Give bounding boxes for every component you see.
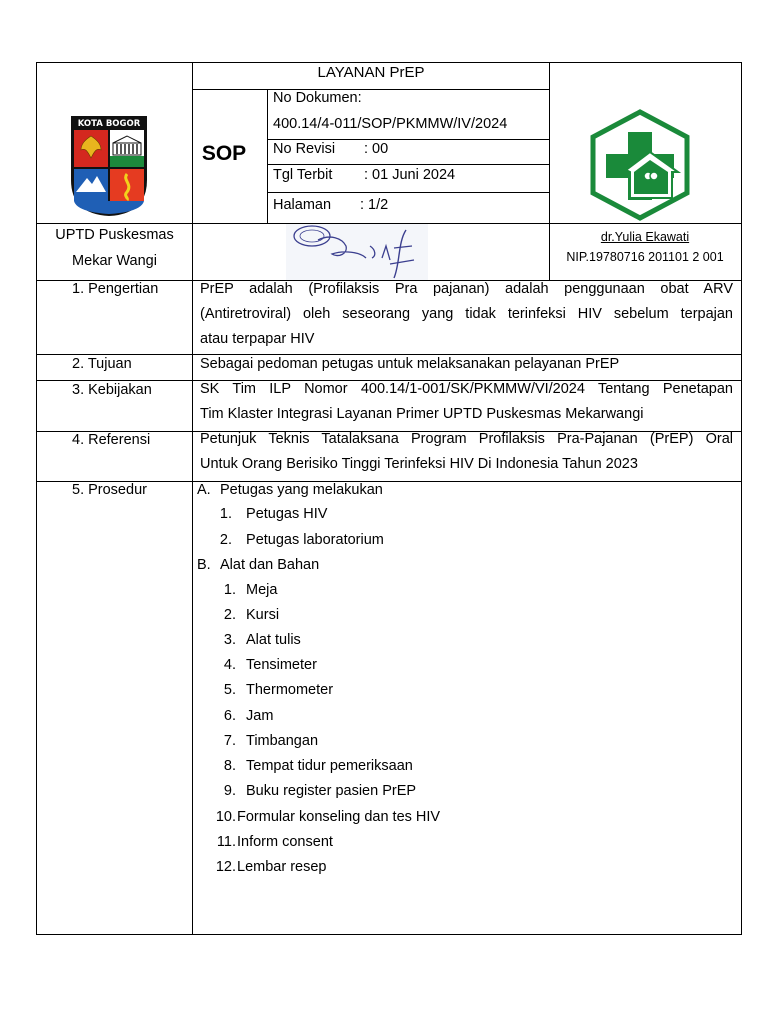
list-number: 3. <box>223 632 236 648</box>
signer-nip: NIP.19780716 201101 2 001 <box>566 250 724 264</box>
list-number: 2. <box>219 532 232 548</box>
unit-name-line1: UPTD Puskesmas <box>55 227 174 243</box>
list-text: Formular konseling dan tes HIV <box>237 809 441 825</box>
detail-row-border <box>267 139 550 140</box>
list-item <box>212 528 384 553</box>
list-text: Alat tulis <box>246 632 301 648</box>
revision-label: No Revisi <box>273 141 336 157</box>
section-label-pengertian: 1. Pengertian <box>72 281 159 297</box>
issue-date-value: : 01 Juni 2024 <box>364 167 456 183</box>
text-line: (Antiretroviral) oleh seseorang yang tidak terinfeksi HIV sebelum terpajan <box>200 306 733 322</box>
text-line: PrEP adalah (Profilaksis Pra pajanan) adalah penggunaan obat ARV <box>200 281 733 297</box>
list-item <box>212 805 440 830</box>
list-item <box>212 830 333 855</box>
doc-number-value: 400.14/4-011/SOP/PKMMW/IV/2024 <box>273 116 508 132</box>
list-number: 4. <box>223 657 236 673</box>
page-label: Halaman <box>273 197 332 213</box>
table-border-bottom <box>36 934 742 935</box>
list-item <box>212 704 273 729</box>
detail-row-border <box>267 192 550 193</box>
logo-text: KOTA BOGOR <box>77 119 141 129</box>
list-marker-a: A. <box>197 482 211 498</box>
table-border-right <box>741 62 742 935</box>
sop-label: SOP <box>201 142 247 165</box>
list-text: Petugas HIV <box>246 506 328 522</box>
signer-name: dr.Yulia Ekawati <box>600 230 690 244</box>
list-text: Petugas laboratorium <box>246 532 384 548</box>
subsection-title-b: Alat dan Bahan <box>220 557 320 573</box>
puskesmas-logo <box>588 108 692 222</box>
section-body-kebijakan <box>200 377 733 427</box>
list-number: 1. <box>223 582 236 598</box>
table-border-top <box>36 62 742 63</box>
title-row-border <box>192 89 550 90</box>
list-number: 12. <box>215 859 236 875</box>
doc-number-label: No Dokumen: <box>273 90 362 106</box>
text-line: Petunjuk Teknis Tatalaksana Program Profilaksis Pra-Pajanan (PrEP) Oral <box>200 431 733 447</box>
list-item <box>212 678 333 703</box>
section-body-referensi <box>200 427 733 477</box>
list-item <box>212 502 327 527</box>
list-text: Thermometer <box>246 682 334 698</box>
list-item <box>212 603 279 628</box>
section-label-prosedur: 5. Prosedur <box>72 482 147 498</box>
unit-name-line2: Mekar Wangi <box>72 253 157 269</box>
list-number: 2. <box>223 607 236 623</box>
list-number: 8. <box>223 758 236 774</box>
text-line: SK Tim ILP Nomor 400.14/1-001/SK/PKMMW/VI/2024 Tentang Penetapan <box>200 381 733 397</box>
issue-date-label: Tgl Terbit <box>273 167 333 183</box>
document-title: LAYANAN PrEP <box>317 64 425 81</box>
kota-bogor-logo <box>67 114 151 218</box>
text-line: atau terpapar HIV <box>200 331 315 347</box>
list-number: 9. <box>223 783 236 799</box>
list-marker-b: B. <box>197 557 211 573</box>
list-text: Tensimeter <box>246 657 317 673</box>
table-border-left <box>36 62 37 935</box>
list-text: Kursi <box>246 607 280 623</box>
list-item <box>212 754 413 779</box>
list-number: 10. <box>215 809 236 825</box>
sop-cell-divider <box>267 89 268 223</box>
table-column-divider <box>192 62 193 935</box>
section-body-pengertian <box>200 277 733 352</box>
text-line: Tim Klaster Integrasi Layanan Primer UPTD Puskesmas Mekarwangi <box>200 406 644 422</box>
list-number: 5. <box>223 682 236 698</box>
list-text: Lembar resep <box>237 859 327 875</box>
text-line: Untuk Orang Berisiko Tinggi Terinfeksi HIV Di Indonesia Tahun 2023 <box>200 456 638 472</box>
section-label-referensi: 4. Referensi <box>72 432 151 448</box>
list-text: Tempat tidur pemeriksaan <box>246 758 413 774</box>
revision-value: : 00 <box>364 141 389 157</box>
subsection-title-a: Petugas yang melakukan <box>220 482 383 498</box>
signature-stamp <box>286 224 428 280</box>
list-item <box>212 578 277 603</box>
detail-row-border <box>267 164 550 165</box>
list-text: Inform consent <box>237 834 333 850</box>
header-right-divider <box>549 62 550 280</box>
list-item <box>212 653 317 678</box>
list-item <box>212 779 416 804</box>
list-item <box>212 855 326 880</box>
page-value: : 1/2 <box>360 197 389 213</box>
list-text: Timbangan <box>246 733 319 749</box>
section-body-tujuan: Sebagai pedoman petugas untuk melaksanakan pelayanan PrEP <box>200 356 620 372</box>
section-row-border <box>36 354 742 355</box>
list-text: Meja <box>246 582 278 598</box>
list-text: Buku register pasien PrEP <box>246 783 417 799</box>
list-item <box>212 628 301 653</box>
list-item <box>212 729 318 754</box>
list-text: Jam <box>246 708 274 724</box>
list-number: 11. <box>216 834 236 850</box>
list-number: 7. <box>223 733 236 749</box>
list-number: 1. <box>219 506 232 522</box>
section-label-kebijakan: 3. Kebijakan <box>72 382 152 398</box>
list-number: 6. <box>223 708 236 724</box>
section-label-tujuan: 2. Tujuan <box>72 356 132 372</box>
